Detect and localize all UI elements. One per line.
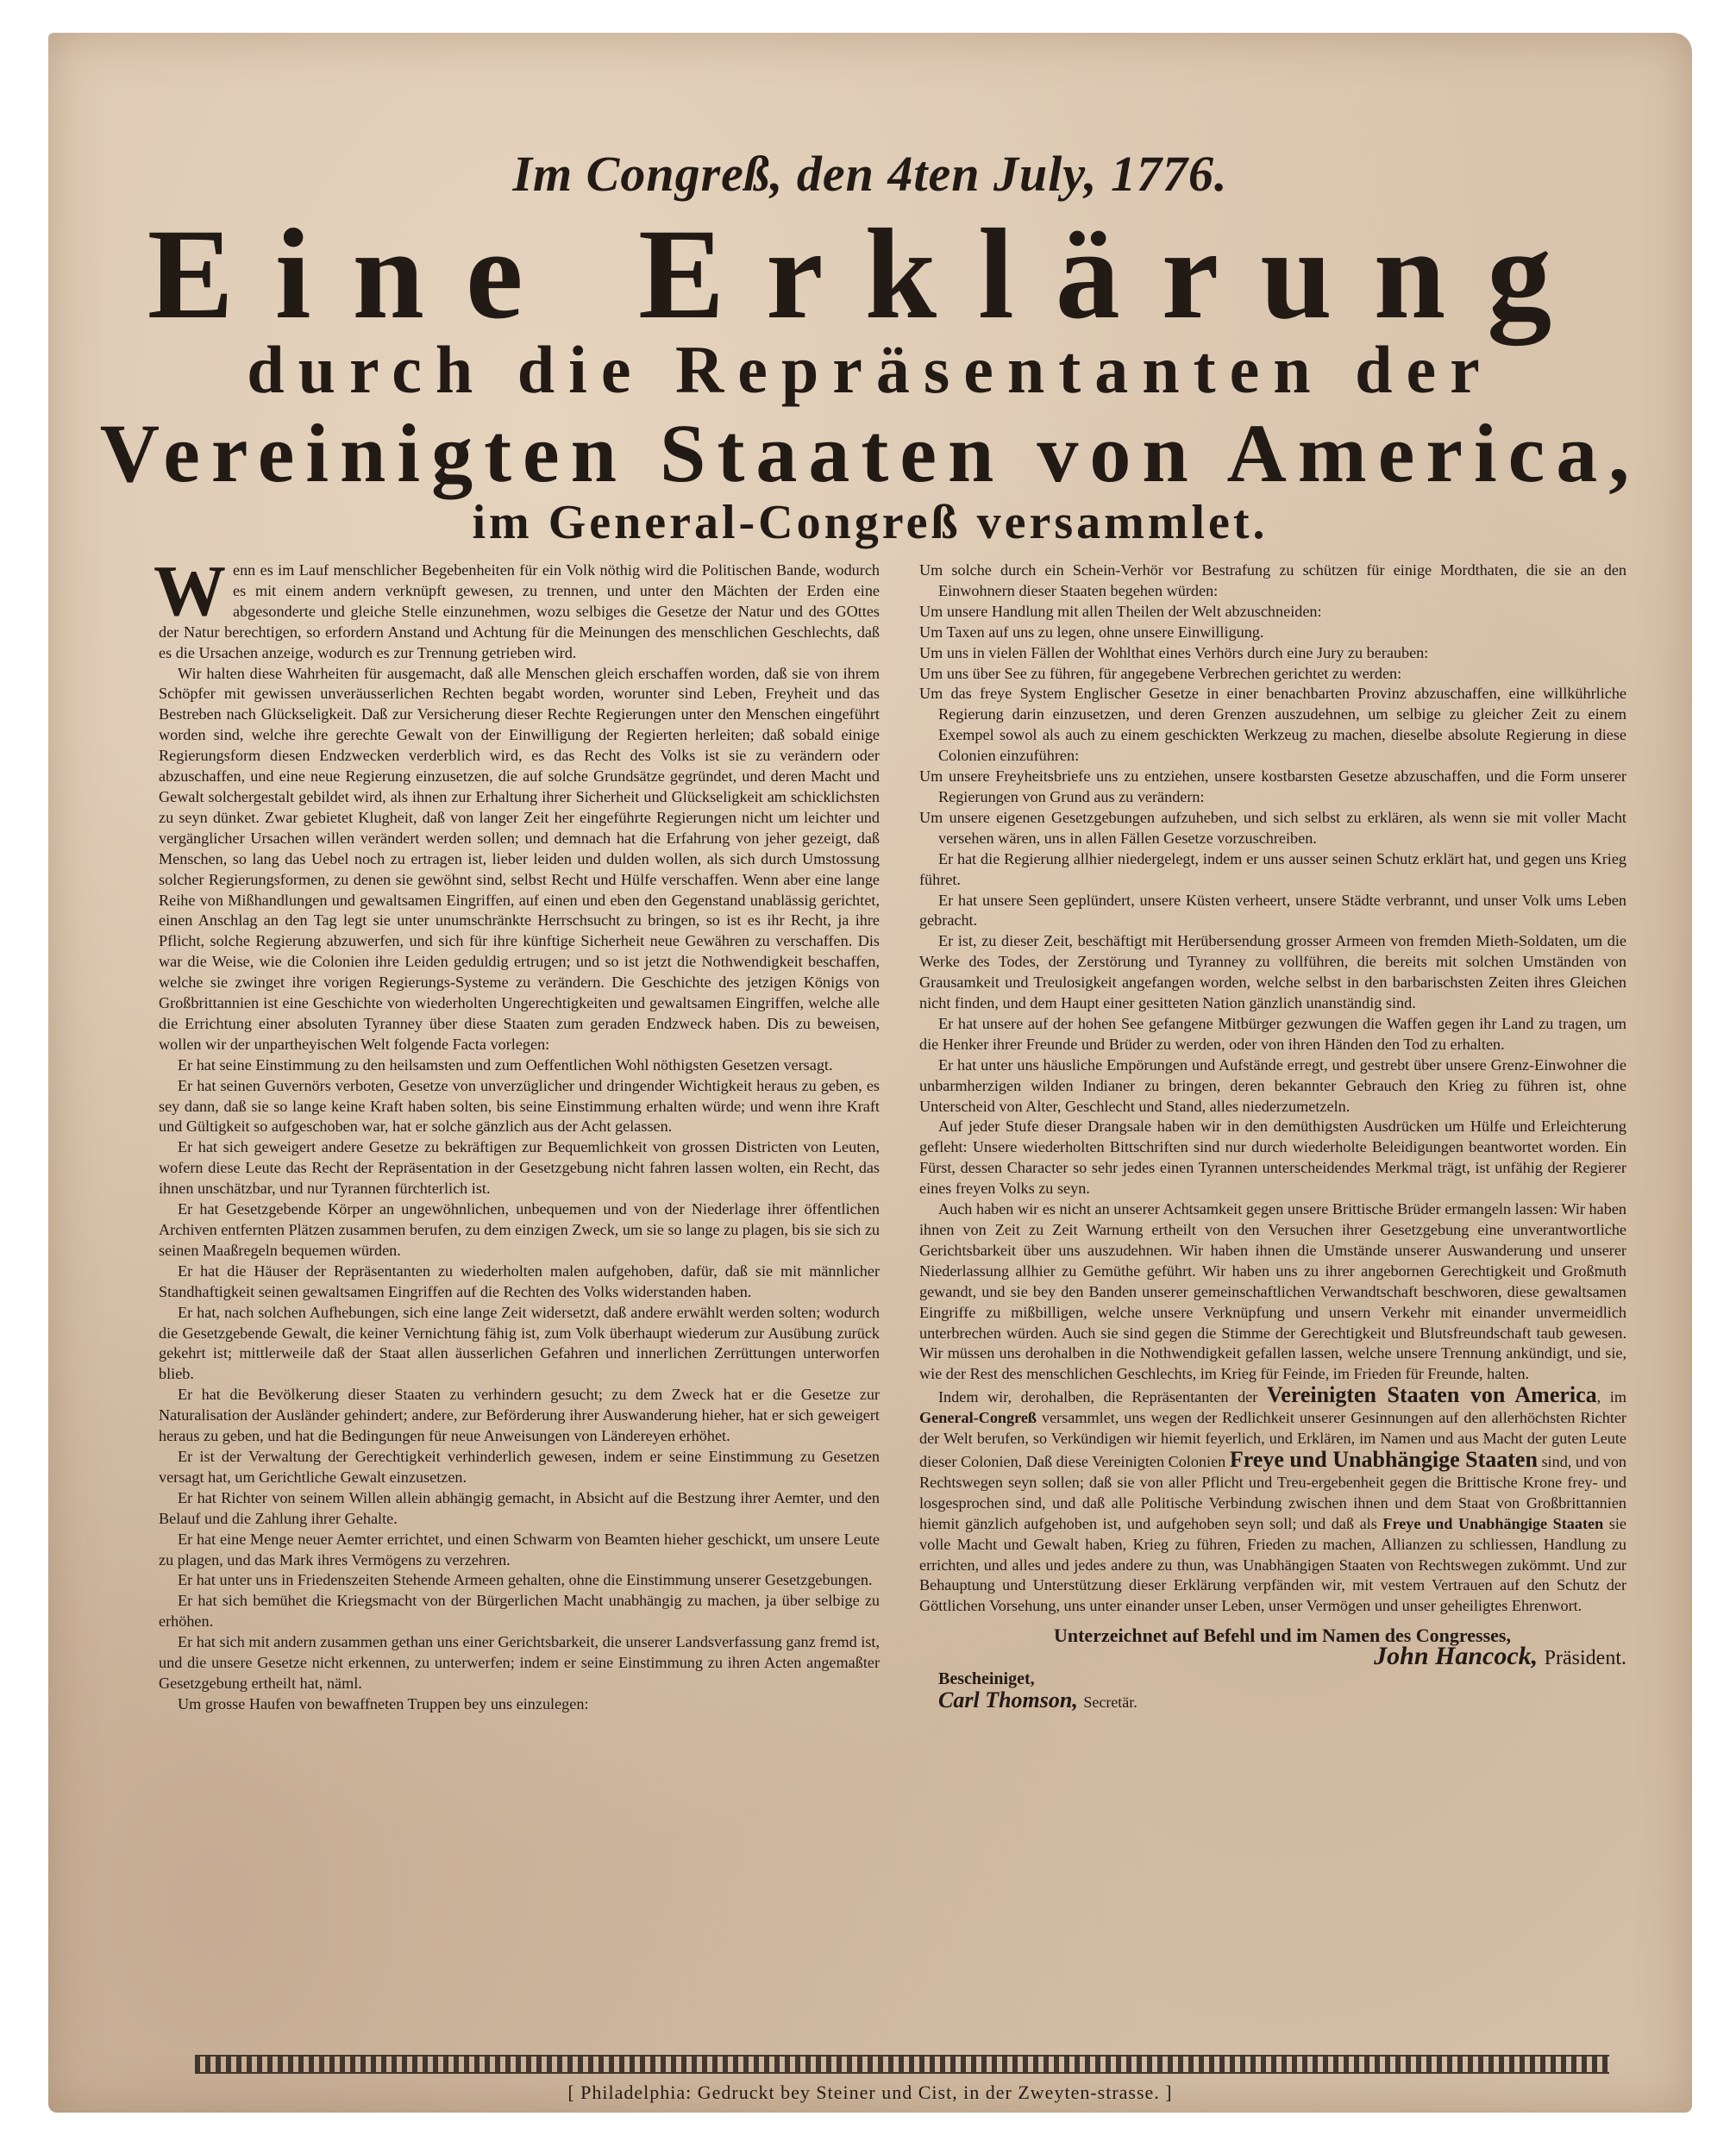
- president-name: John Hancock,: [1374, 1642, 1539, 1671]
- resolution-text: Indem wir, derohalben, die Repräsentanten der: [938, 1388, 1267, 1406]
- signature-block: [919, 1625, 1626, 1713]
- printer-imprint: [ Philadelphia: Gedruckt bey Steiner und Cist, in der Zweyten-strasse. ]: [567, 2082, 1173, 2103]
- secretary-name: Carl Thomson,: [938, 1687, 1078, 1712]
- left-paragraph: Er hat die Bevölkerung dieser Staaten zu verhindern gesucht; zu dem Zweck hat er die Gesetze zur Naturalisation der Ausländer gehindert; andere, zur Beförderung ihrer Auswanderung hieher, hat er sich geweigert heraus zu geben, und hat die Bedingungen für neue Anweisungen von Ländereyen erhöhet.: [159, 1386, 880, 1445]
- resolution-emphasis: General-Congreß: [919, 1409, 1037, 1427]
- resolution-text: , im: [1596, 1388, 1626, 1406]
- broadside-sheet: [48, 33, 1692, 2113]
- grievance-list-item: Um uns über See zu führen, für angegebene Verbrechen gerichtet zu werden:: [919, 664, 1402, 682]
- left-paragraph: Er hat sich mit andern zusammen gethan uns einer Gerichtsbarkeit, die unserer Landsverfassung ganz fremd ist, und die unsere Gesetze nicht erkennen, zu unterwerfen; indem er seine Einstimmung zu ihren Acten angemaßter Gesetzgebung ertheilt hat, näml.: [159, 1633, 880, 1692]
- right-paragraph: Er ist, zu dieser Zeit, beschäftigt mit Herübersendung grosser Armeen von fremden Mieth-Soldaten, um die Werke des Todes, der Zerstörung und Tyranney zu vollführen, die bereits mit solchen Umständen von Grausamkeit und Treulosigkeit angefangen worden, welche selbst in den barbarischsten Zeiten ihres Gleichen nicht finden, und dem Haupt einer gesitteten Nation gänzlich unanständig sind.: [919, 932, 1626, 1012]
- grievance-list-item: Um Taxen auf uns zu legen, ohne unsere Einwilligung.: [919, 623, 1264, 641]
- left-column: [154, 551, 880, 1715]
- left-paragraph: Er hat sich geweigert andere Gesetze zu bekräftigen zur Bequemlichkeit von grossen Districten von Leuten, wofern diese Leute das Recht der Repräsentation in der Gesetzgebung nicht fahren lassen wolten, ein Recht, das ihnen unschätzbar, und nur Tyrannen fürchterlich ist.: [159, 1138, 880, 1198]
- left-paragraph: Er hat, nach solchen Aufhebungen, sich eine lange Zeit widersetzt, daß andere erwählt werden solten; wodurch die Gesetzgebende Gewalt, die keiner Vernichtung fähig ist, zum Volk überhaupt wiederum zur Ausübung zurück gekehrt ist; mittlerweile daß der Staat allen äusserlichen Gefahren und innerlichen Zerrüttungen unterworfen blieb.: [159, 1303, 880, 1383]
- right-column: [919, 560, 1626, 1713]
- title-line-1: Eine Erklärung: [147, 203, 1594, 346]
- left-paragraph: Er hat seinen Guvernörs verboten, Gesetze von unverzüglicher und dringender Wichtigkeit heraus zu geben, es sey dann, daß sie so lange keine Kraft haben solten, bis seine Einstimmung erhalten würde; und wenn ihre Kraft und Gültigkeit so aufgeschoben war, hat er solche gänzlich aus der Acht gelassen.: [159, 1076, 880, 1136]
- left-paragraph: Er hat Richter von seinem Willen allein abhängig gemacht, in Absicht auf die Bestzung ihrer Aemter, und den Belauf und die Zahlung ihrer Gehalte.: [159, 1488, 880, 1527]
- resolution-text: sind, und von Rechtswegen seyn sollen; daß sie von aller Pflicht und Treu-ergebenheit gegen die Brittische Krone frey- und losgesprochen sind, und daß alle Politische Verbindung zwischen ihnen und dem Staat von Großbrittannien hiemit gänzlich aufgehoben ist, und aufgehoben seyn soll; und daß als: [919, 1452, 1627, 1532]
- left-paragraph: Wir halten diese Wahrheiten für ausgemacht, daß alle Menschen gleich erschaffen worden, daß sie von ihrem Schöpfer mit gewissen unveräusserlichen Rechten begabt worden, worunter sind Leben, Freyheit und das Bestreben nach Glückseligkeit. Daß zur Versicherung dieser Rechte Regierungen unter den Menschen eingeführt worden sind, welche ihre gerechte Gewalt von der Einwilligung der Regierten herleiten; daß sobald einige Regierungsform diesen Endzwecken verderblich wird, es das Recht des Volks ist sie zu verändern oder abzuschaffen, und eine neue Regierung einzusetzen, die auf solche Grundsätze gegründet, und deren Macht und Gewalt solchergestalt gebildet wird, als ihnen zur Erhaltung ihrer Sicherheit und Glückseligkeit am schicklichsten zu seyn dünket. Zwar gebietet Klugheit, daß von langer Zeit her eingeführte Regierungen nicht um leichter und vergänglicher Ursachen willen verändert werden sollen; und demnach hat die Erfahrung von jeher gezeigt, daß Menschen, so lang das Uebel noch zu ertragen ist, lieber leiden und dulden wollen, als sich durch Umstossung solcher Regierungsformen, zu denen sie gewöhnt sind, selbst Recht und Hülfe verschaffen. Wenn aber eine lange Reihe von Mißhandlungen und gewaltsamen Eingriffen, auf einen und eben den Gegenstand unablässig gerichtet, einen Anschlag an den Tag legt sie unter unumschränkte Herrschsucht zu bringen, so ist es ihr Recht, ja ihre Pflicht, solche Regierung abzuwerfen, und sich für ihre künftige Sicherheit neue Gewähren zu verschaffen. Dis war die Weise, wie die Colonien ihre Leiden geduldig ertrugen; und so ist jetzt die Nothwendigkeit beschaffen, welche sie zwinget ihre vorigen Regierungs-Systeme zu verändern. Die Geschichte des jetzigen Königs von Großbrittannien ist eine Geschichte von wiederholten Ungerechtigkeiten und gewaltsamen Eingriffen, welche alle die Errichtung einer absoluten Tyranney über diese Staaten zum geraden Endzweck haben. Dis zu beweisen, wollen wir der unpartheyischen Welt folgende Facta vorlegen:: [159, 664, 880, 1053]
- preamble-paragraph: [154, 551, 880, 664]
- president-signature: [919, 1642, 1626, 1671]
- left-paragraph: Er hat sich bemühet die Kriegsmacht von der Bürgerlichen Macht unabhängig zu machen, ja über selbige zu erhöhen.: [159, 1592, 880, 1631]
- resolution-emphasis: Vereinigten Staaten von America: [1266, 1382, 1597, 1408]
- right-paragraph: Auch haben wir es nicht an unserer Achtsamkeit gegen unsere Brittische Brüder ermangeln lassen: Wir haben ihnen von Zeit zu Zeit Warnung ertheilt von den Versuchen ihrer Gesetzgebung eine unverantwortliche Gerichtsbarkeit über uns auszudehnen. Wir haben ihnen die Umstände unserer Auswanderung und unserer Niederlassung allhier zu Gemüthe geführt. Wir haben uns zu ihrer angebornen Gerechtigkeit und Großmuth gewandt, und sie bey den Banden unserer gemeinschaftlichen Verwandtschaft beschworen, diese gewaltsamen Eingriffe zu mißbilligen, welche unsere Verknüpfung und unsern Verkehr mit einander unvermeidlich unterbrechen würden. Auch sie sind gegen die Stimme der Gerechtigkeit und Blutsfreundschaft taub gewesen. Wir müssen uns derohalben in die Nothwendigkeit gefallen lassen, welche unsere Trennung ankündigt, und sie, wie der Rest des menschlichen Geschlechts, im Krieg für Feinde, im Frieden für Freunde, halten.: [919, 1200, 1626, 1383]
- left-paragraph: Er hat eine Menge neuer Aemter errichtet, und einen Schwarm von Beamten hieher geschickt, um unsere Leute zu plagen, und das Mark ihres Vermögens zu verzehren.: [159, 1530, 880, 1568]
- title-line-4: im General-Congreß versammlet.: [472, 496, 1269, 549]
- resolution-emphasis: Freye und Unabhängige Staaten: [1229, 1446, 1538, 1472]
- grievance-list-item: Um unsere Freyheitsbriefe uns zu entziehen, unsere kostbarsten Gesetze abzuschaffen, und die Form unserer Regierungen von Grund aus zu verändern:: [919, 767, 1626, 805]
- right-paragraph: Auf jeder Stufe dieser Drangsale haben wir in den demüthigsten Ausdrücken um Hülfe und Erleichterung gefleht: Unsere wiederholten Bittschriften sind nur durch wiederholte Beleidigungen beantwortet worden. Ein Fürst, dessen Character so sehr jedes einen Tyrannen unterscheidendes Merkmal trägt, ist unfähig der Regierer eines freyen Volks zu seyn.: [919, 1118, 1626, 1198]
- signature-intro: Unterzeichnet auf Befehl und im Namen des Congresses,: [1053, 1625, 1511, 1647]
- ornamental-rule: [195, 2055, 1609, 2074]
- grievance-list-item: Um uns in vielen Fällen der Wohlthat eines Verhörs durch eine Jury zu berauben:: [919, 643, 1429, 661]
- resolution-text: sie volle Macht und Gewalt haben, Krieg zu führen, Frieden zu machen, Allianzen zu schliessen, Handlung zu errichten, und alles und jedes andere zu thun, was Unabhängigen Staaten von Rechtswegen zukömmt. Und zur Behauptung und Unterstützung dieser Erklärung verpfänden wir, mit vestem Vertrauen auf den Schutz der Göttlichen Vorsehung, uns unter einander unser Leben, unser Vermögen und unser geheiligtes Ehrenwort.: [919, 1514, 1626, 1615]
- grievance-list-item: Um unsere Handlung mit allen Theilen der Welt abzuschneiden:: [919, 602, 1322, 620]
- attest-label: Bescheiniget,: [938, 1669, 1035, 1689]
- grievance-list-item: Um unsere eigenen Gesetzgebungen aufzuheben, und sich selbst zu erklären, als wenn sie mit voller Macht versehen wären, uns in allen Fällen Gesetze vorzuschreiben.: [919, 808, 1626, 847]
- resolution-paragraph: [919, 1382, 1627, 1617]
- left-paragraph: Er ist der Verwaltung der Gerechtigkeit verhinderlich gewesen, indem er seine Einstimmung zu Gesetzen versagt hat, um Gerichtliche Gewalt einzusetzen.: [159, 1447, 880, 1486]
- title-line-3: Vereinigten Staaten von America,: [99, 407, 1641, 499]
- right-paragraph: Er hat die Regierung allhier niedergelegt, indem er uns ausser seinen Schutz erklärt hat, und gegen uns Krieg führet.: [919, 849, 1626, 888]
- grievance-list-item: Um solche durch ein Schein-Verhör vor Bestrafung zu schützen für einige Mordthaten, die sie an den Einwohnern dieser Staaten begehen würden:: [919, 561, 1626, 599]
- title-line-2: durch die Repräsentanten der: [247, 332, 1494, 407]
- secretary-title: Secretär.: [1083, 1693, 1137, 1711]
- grievance-list-item: Um das freye System Englischer Gesetze in einer benachbarten Provinz abzuschaffen, eine willkührliche Regierung darin einzusetzen, und deren Grenzen auszudehnen, um selbige zu gleicher Zeit zu einem Exempel sowol als auch zu einem geschickten Werkzeug zu machen, dieselbe absolute Regierung in diese Colonien einzuführen:: [919, 685, 1626, 765]
- left-paragraph: Er hat seine Einstimmung zu den heilsamsten und zum Oeffentlichen Wohl nöthigsten Gesetzen versagt.: [178, 1055, 833, 1074]
- president-title: Präsident.: [1544, 1647, 1626, 1670]
- drop-cap: W: [154, 551, 226, 631]
- left-paragraph: Er hat die Häuser der Repräsentanten zu wiederholten malen aufgehoben, dafür, daß sie mit männlicher Standhaftigkeit seinen gewaltsamen Eingriffen auf die Rechten des Volks widerstanden haben.: [159, 1262, 880, 1300]
- left-paragraph: Um grosse Haufen von bewaffneten Truppen bey uns einzulegen:: [178, 1694, 589, 1712]
- resolution-text: versammlet, uns wegen der Redlichkeit unserer Gesinnungen auf den allerhöchsten Richter der Welt berufen, so Verkündigen wir hiemit feyerlich, und Erklären, im Namen und aus Macht der guten Leute dieser Colonien, Daß diese Vereinigten Colonien: [919, 1409, 1626, 1470]
- left-paragraph: Er hat unter uns in Friedenszeiten Stehende Armeen gehalten, ohne die Einstimmung unserer Gesetzgebungen.: [178, 1571, 873, 1589]
- secretary-signature: [919, 1687, 1626, 1713]
- left-paragraph: Er hat Gesetzgebende Körper an ungewöhnlichen, unbequemen und von der Niederlage ihrer öffentlichen Archiven entfernten Plätzen zusammen berufen, zu dem einzigen Zweck, um sie so lange zu plagen, bis sie sich zu seinen Maaßregeln bequemen würden.: [159, 1200, 880, 1259]
- right-paragraph: Er hat unter uns häusliche Empörungen und Aufstände erregt, und gestrebt über unsere Grenz-Einwohner die unbarmherzigen wilden Indianer zu bringen, deren bekannter Gebrauch den Krieg zu führen ist, ohne Unterscheid von Alter, Geschlecht und Stand, alles niederzumetzeln.: [919, 1055, 1626, 1115]
- resolution-emphasis: Freye und Unabhängige Staaten: [1382, 1514, 1604, 1532]
- right-paragraph: Er hat unsere auf der hohen See gefangene Mitbürger gezwungen die Waffen gegen ihr Land zu tragen, um die Henker ihrer Freunde und Brüder zu werden, oder von ihren Händen den Tod zu erhalten.: [919, 1014, 1626, 1053]
- dateline: Im Congreß, den 4ten July, 1776.: [512, 146, 1228, 202]
- preamble-text: enn es im Lauf menschlicher Begebenheiten für ein Volk nöthig wird die Politischen Bande, wodurch es mit einem andern verknüpft gewesen, zu trennen, und unter den Mächten der Erden eine abgesonderte und gleiche Stelle einzunehmen, wozu selbiges die Gesetze der Natur und des GOttes der Natur berechtigen, so erfordern Anstand und Achtung für die Meinungen des menschlichen Geschlechts, daß es die Ursachen anzeige, wodurch es zur Trennung getrieben wird.: [159, 561, 880, 661]
- right-paragraph: Er hat unsere Seen geplündert, unsere Küsten verheert, unsere Städte verbrannt, und unser Volk ums Leben gebracht.: [919, 891, 1626, 930]
